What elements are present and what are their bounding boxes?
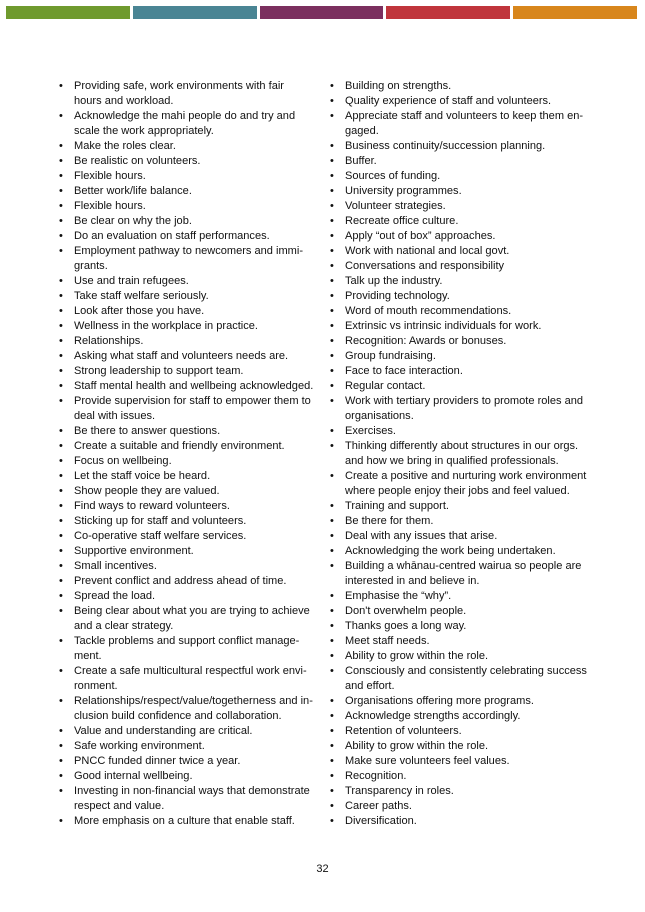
list-item-text: Be there for them. <box>345 515 434 527</box>
list-item <box>59 724 314 739</box>
list-item <box>59 424 314 439</box>
bullet-icon: • <box>59 350 63 362</box>
bullet-icon: • <box>330 170 334 182</box>
list-item <box>330 439 590 469</box>
list-item <box>59 574 314 589</box>
list-item <box>59 559 314 574</box>
list-item-text: Appreciate staff and volunteers to keep them en-gaged. <box>345 110 584 137</box>
list-item <box>330 79 590 94</box>
list-item <box>330 394 590 424</box>
bullet-icon: • <box>59 635 63 647</box>
bullet-icon: • <box>330 440 334 452</box>
list-item-text: Let the staff voice be heard. <box>74 470 211 482</box>
list-item-text: Flexible hours. <box>74 200 146 212</box>
list-item-text: Sources of funding. <box>345 170 441 182</box>
list-item <box>59 229 314 244</box>
list-item <box>59 394 314 424</box>
bullet-icon: • <box>59 110 63 122</box>
list-item-text: Sticking up for staff and volunteers. <box>74 515 247 527</box>
bullet-icon: • <box>59 140 63 152</box>
list-item <box>330 259 590 274</box>
list-item <box>59 349 314 364</box>
bullet-icon: • <box>59 530 63 542</box>
list-item <box>59 454 314 469</box>
list-item-text: Be there to answer questions. <box>74 425 221 437</box>
bullet-icon: • <box>59 725 63 737</box>
list-item <box>330 289 590 304</box>
list-item-text: Find ways to reward volunteers. <box>74 500 230 512</box>
bullet-icon: • <box>330 755 334 767</box>
list-item-text: Ability to grow within the role. <box>345 740 489 752</box>
list-item-text: Organisations offering more programs. <box>345 695 534 707</box>
list-item-text: Staff mental health and wellbeing acknowledged. <box>74 380 314 392</box>
right-bullet-list <box>330 79 590 829</box>
bullet-icon: • <box>330 590 334 602</box>
list-item <box>330 589 590 604</box>
list-item-text: Recreate office culture. <box>345 215 459 227</box>
list-item-text: Make the roles clear. <box>74 140 176 152</box>
list-item <box>330 184 590 199</box>
list-item-text: Word of mouth recommendations. <box>345 305 512 317</box>
list-item-text: Recognition. <box>345 770 407 782</box>
bullet-icon: • <box>59 560 63 572</box>
list-item-text: Spread the load. <box>74 590 156 602</box>
bullet-icon: • <box>330 305 334 317</box>
list-item <box>59 484 314 499</box>
list-item-text: Do an evaluation on staff performances. <box>74 230 270 242</box>
bullet-icon: • <box>330 155 334 167</box>
bullet-icon: • <box>59 200 63 212</box>
list-item-text: Emphasise the “why”. <box>345 590 452 602</box>
bullet-icon: • <box>330 530 334 542</box>
list-item-text: Acknowledge strengths accordingly. <box>345 710 521 722</box>
list-item <box>330 274 590 289</box>
list-item <box>330 694 590 709</box>
list-item <box>59 469 314 484</box>
list-item-text: Conversations and responsibility <box>345 260 505 272</box>
list-item <box>59 769 314 784</box>
list-item <box>330 784 590 799</box>
list-item <box>59 634 314 664</box>
bullet-icon: • <box>330 815 334 827</box>
list-item <box>330 604 590 619</box>
list-item-text: Retention of volunteers. <box>345 725 462 737</box>
bullet-icon: • <box>330 140 334 152</box>
list-item-text: Group fundraising. <box>345 350 436 362</box>
bullet-icon: • <box>330 560 334 572</box>
list-item-text: Work with tertiary providers to promote roles and organisations. <box>345 395 584 422</box>
list-item-text: Providing safe, work environments with fair hours and workload. <box>74 80 284 107</box>
list-item-text: Employment pathway to newcomers and immi-grants. <box>74 245 304 272</box>
list-item <box>330 154 590 169</box>
list-item <box>59 184 314 199</box>
bullet-icon: • <box>330 380 334 392</box>
list-item-text: Career paths. <box>345 800 412 812</box>
list-item <box>330 169 590 184</box>
bullet-icon: • <box>330 185 334 197</box>
bullet-icon: • <box>59 575 63 587</box>
bullet-icon: • <box>330 650 334 662</box>
bullet-icon: • <box>330 260 334 272</box>
list-item <box>59 199 314 214</box>
list-item <box>330 244 590 259</box>
bullet-icon: • <box>330 395 334 407</box>
list-item <box>59 289 314 304</box>
list-item <box>59 529 314 544</box>
list-item <box>330 514 590 529</box>
bullet-icon: • <box>330 95 334 107</box>
list-item <box>59 814 314 829</box>
list-item-text: Investing in non-financial ways that demonstrate respect and value. <box>74 785 310 812</box>
list-item-text: Good internal wellbeing. <box>74 770 193 782</box>
list-item-text: Deal with any issues that arise. <box>345 530 498 542</box>
bullet-icon: • <box>330 275 334 287</box>
list-item-text: Supportive environment. <box>74 545 194 557</box>
list-item-text: Small incentives. <box>74 560 157 572</box>
list-item <box>330 739 590 754</box>
bullet-icon: • <box>330 470 334 482</box>
header-bar-segment <box>386 6 510 19</box>
bullet-icon: • <box>59 245 63 257</box>
bullet-icon: • <box>330 785 334 797</box>
bullet-icon: • <box>330 665 334 677</box>
bullet-icon: • <box>330 425 334 437</box>
list-item-text: Take staff welfare seriously. <box>74 290 209 302</box>
list-item-text: Talk up the industry. <box>345 275 443 287</box>
list-item <box>59 244 314 274</box>
list-item <box>330 499 590 514</box>
list-item-text: Focus on wellbeing. <box>74 455 172 467</box>
bullet-icon: • <box>59 320 63 332</box>
bullet-icon: • <box>330 620 334 632</box>
bullet-icon: • <box>59 440 63 452</box>
list-item <box>59 154 314 169</box>
bullet-icon: • <box>59 470 63 482</box>
list-item <box>59 364 314 379</box>
list-item <box>330 94 590 109</box>
list-item-text: Apply “out of box” approaches. <box>345 230 496 242</box>
bullet-icon: • <box>59 500 63 512</box>
bullet-icon: • <box>59 815 63 827</box>
list-item-text: Quality experience of staff and volunteers. <box>345 95 552 107</box>
list-item-text: PNCC funded dinner twice a year. <box>74 755 241 767</box>
list-item <box>330 709 590 724</box>
bullet-icon: • <box>59 695 63 707</box>
bullet-icon: • <box>330 200 334 212</box>
list-item-text: Make sure volunteers feel values. <box>345 755 510 767</box>
list-item-text: Regular contact. <box>345 380 426 392</box>
list-item-text: Relationships. <box>74 335 144 347</box>
list-item-text: Create a safe multicultural respectful work envi-ronment. <box>74 665 307 692</box>
list-item-text: Acknowledge the mahi people do and try and scale the work appropriately. <box>74 110 296 137</box>
list-item <box>59 739 314 754</box>
list-item <box>59 754 314 769</box>
header-bar-segment <box>133 6 257 19</box>
list-item <box>59 544 314 559</box>
bullet-icon: • <box>59 275 63 287</box>
list-item <box>330 469 590 499</box>
bullet-icon: • <box>59 365 63 377</box>
list-item <box>59 214 314 229</box>
bullet-icon: • <box>330 725 334 737</box>
list-item-text: Thanks goes a long way. <box>345 620 467 632</box>
page-number: 32 <box>316 863 329 875</box>
bullet-icon: • <box>59 305 63 317</box>
list-item <box>330 544 590 559</box>
list-item-text: Face to face interaction. <box>345 365 463 377</box>
list-item-text: Acknowledging the work being undertaken. <box>345 545 556 557</box>
list-item-text: Flexible hours. <box>74 170 146 182</box>
list-item-text: Relationships/respect/value/togetherness and in-clusion build confidence and collaboration. <box>74 695 313 722</box>
bullet-icon: • <box>59 290 63 302</box>
list-item <box>330 379 590 394</box>
list-item-text: Meet staff needs. <box>345 635 430 647</box>
bullet-icon: • <box>59 395 63 407</box>
bullet-icon: • <box>330 290 334 302</box>
list-item <box>330 139 590 154</box>
list-item <box>59 604 314 634</box>
bullet-icon: • <box>59 665 63 677</box>
list-item-text: Building on strengths. <box>345 80 452 92</box>
list-item-text: Training and support. <box>345 500 449 512</box>
list-item <box>330 559 590 589</box>
list-item <box>330 634 590 649</box>
list-item <box>330 814 590 829</box>
header-bar-segment <box>260 6 384 19</box>
list-item <box>330 649 590 664</box>
list-item <box>330 319 590 334</box>
bullet-icon: • <box>59 770 63 782</box>
left-bullet-list <box>59 79 314 829</box>
bullet-icon: • <box>330 350 334 362</box>
list-item-text: Asking what staff and volunteers needs are. <box>74 350 289 362</box>
bullet-icon: • <box>59 545 63 557</box>
list-item <box>59 439 314 454</box>
bullet-icon: • <box>330 80 334 92</box>
bullet-icon: • <box>59 755 63 767</box>
list-item <box>59 499 314 514</box>
list-item-text: Buffer. <box>345 155 377 167</box>
list-item <box>59 274 314 289</box>
list-item <box>330 664 590 694</box>
bullet-icon: • <box>330 365 334 377</box>
list-item-text: Consciously and consistently celebrating success and effort. <box>345 665 587 692</box>
list-item <box>59 514 314 529</box>
list-item-text: University programmes. <box>345 185 462 197</box>
list-item <box>59 334 314 349</box>
list-item-text: Diversification. <box>345 815 417 827</box>
bullet-icon: • <box>330 545 334 557</box>
list-item-text: Thinking differently about structures in our orgs. and how we bring in qualified professionals. <box>345 440 579 467</box>
bullet-icon: • <box>330 605 334 617</box>
list-item <box>59 79 314 109</box>
list-item-text: Recognition: Awards or bonuses. <box>345 335 507 347</box>
list-item <box>330 619 590 634</box>
list-item <box>330 724 590 739</box>
list-item-text: Safe working environment. <box>74 740 205 752</box>
header-bar-segment <box>513 6 637 19</box>
bullet-icon: • <box>59 740 63 752</box>
bullet-icon: • <box>330 800 334 812</box>
list-item <box>330 214 590 229</box>
bullet-icon: • <box>330 770 334 782</box>
list-item <box>59 694 314 724</box>
list-item-text: Be clear on why the job. <box>74 215 192 227</box>
list-item-text: Strong leadership to support team. <box>74 365 244 377</box>
bullet-icon: • <box>330 230 334 242</box>
list-item-text: Providing technology. <box>345 290 450 302</box>
list-item <box>330 349 590 364</box>
list-item-text: Be realistic on volunteers. <box>74 155 201 167</box>
bullet-icon: • <box>59 155 63 167</box>
header-bar-segment <box>6 6 130 19</box>
bullet-icon: • <box>59 170 63 182</box>
bullet-icon: • <box>59 380 63 392</box>
list-item <box>59 379 314 394</box>
list-item <box>330 529 590 544</box>
bullet-icon: • <box>59 185 63 197</box>
list-item <box>59 169 314 184</box>
bullet-icon: • <box>330 245 334 257</box>
bullet-icon: • <box>330 110 334 122</box>
bullet-icon: • <box>330 500 334 512</box>
bullet-icon: • <box>59 485 63 497</box>
bullet-icon: • <box>330 635 334 647</box>
list-item <box>59 784 314 814</box>
list-item-text: Business continuity/succession planning. <box>345 140 546 152</box>
bullet-icon: • <box>330 320 334 332</box>
list-item-text: Create a positive and nurturing work environment where people enjoy their jobs and feel valued. <box>345 470 587 497</box>
bullet-icon: • <box>59 230 63 242</box>
list-item-text: Show people they are valued. <box>74 485 220 497</box>
list-item <box>330 304 590 319</box>
bullet-icon: • <box>59 455 63 467</box>
bullet-icon: • <box>330 710 334 722</box>
list-item-text: Volunteer strategies. <box>345 200 446 212</box>
list-item-text: Co-operative staff welfare services. <box>74 530 247 542</box>
bullet-icon: • <box>330 215 334 227</box>
list-item-text: Prevent conflict and address ahead of time. <box>74 575 287 587</box>
list-item <box>59 304 314 319</box>
list-item <box>330 109 590 139</box>
list-item-text: Create a suitable and friendly environment. <box>74 440 285 452</box>
list-item <box>330 334 590 349</box>
list-item-text: Value and understanding are critical. <box>74 725 253 737</box>
list-item-text: Better work/life balance. <box>74 185 192 197</box>
list-item-text: Extrinsic vs intrinsic individuals for work. <box>345 320 542 332</box>
list-item-text: Wellness in the workplace in practice. <box>74 320 258 332</box>
bullet-icon: • <box>330 740 334 752</box>
list-item <box>330 199 590 214</box>
list-item <box>59 319 314 334</box>
list-item-text: Being clear about what you are trying to achieve and a clear strategy. <box>74 605 310 632</box>
list-item <box>59 664 314 694</box>
list-item-text: Building a whānau-centred wairua so people are interested in and believe in. <box>345 560 582 587</box>
list-item-text: Ability to grow within the role. <box>345 650 489 662</box>
list-item <box>330 754 590 769</box>
header-color-bar <box>6 6 637 19</box>
list-item <box>330 799 590 814</box>
bullet-icon: • <box>59 605 63 617</box>
list-item <box>59 109 314 139</box>
bullet-icon: • <box>59 590 63 602</box>
bullet-icon: • <box>59 515 63 527</box>
list-item-text: Transparency in roles. <box>345 785 454 797</box>
list-item-text: More emphasis on a culture that enable staff. <box>74 815 295 827</box>
bullet-icon: • <box>330 515 334 527</box>
list-item <box>330 229 590 244</box>
bullet-icon: • <box>59 80 63 92</box>
list-item <box>59 139 314 154</box>
list-item-text: Exercises. <box>345 425 396 437</box>
list-item <box>330 424 590 439</box>
bullet-icon: • <box>59 215 63 227</box>
bullet-icon: • <box>330 335 334 347</box>
list-item-text: Tackle problems and support conflict manage-ment. <box>74 635 300 662</box>
bullet-icon: • <box>330 695 334 707</box>
list-item-text: Use and train refugees. <box>74 275 189 287</box>
list-item-text: Look after those you have. <box>74 305 205 317</box>
bullet-icon: • <box>59 785 63 797</box>
bullet-icon: • <box>59 425 63 437</box>
list-item <box>59 589 314 604</box>
list-item-text: Provide supervision for staff to empower them to deal with issues. <box>74 395 311 422</box>
list-item-text: Work with national and local govt. <box>345 245 510 257</box>
list-item <box>330 364 590 379</box>
list-item <box>330 769 590 784</box>
bullet-icon: • <box>59 335 63 347</box>
list-item-text: Don't overwhelm people. <box>345 605 467 617</box>
